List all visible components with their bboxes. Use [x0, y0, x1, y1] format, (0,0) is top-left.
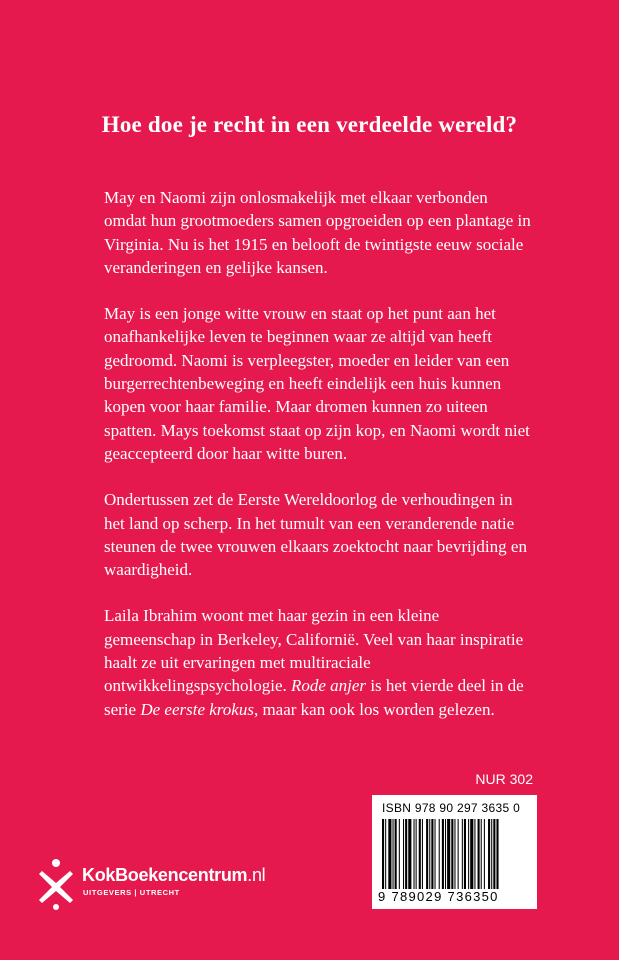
- blurb-paragraph-3: Ondertussen zet de Eerste Wereldoorlog de verhoudingen in het land op scherp. In het tumult van een veranderende natie steunen de twee vrouwen elkaars zoektocht naar bevrijding en waardigheid.: [104, 490, 527, 580]
- isbn-barcode: [372, 795, 537, 909]
- publisher-subtitle: UITGEVERS | UTRECHT: [83, 888, 180, 897]
- publisher-mark-icon: [36, 857, 76, 911]
- nur-code: NUR 302: [475, 771, 533, 787]
- back-cover-tagline: Hoe doe je recht in een verdeelde wereld?: [101, 112, 518, 137]
- publisher-name-text: KokBoekencentrum: [82, 865, 248, 885]
- author-bio: [104, 604, 534, 720]
- barcode-bars: [382, 819, 527, 889]
- book-title: Rode anjer: [290, 676, 367, 696]
- isbn-number: ISBN 978 90 297 3635 0: [382, 801, 521, 815]
- blurb-paragraph-1: May en Naomi zijn onlosmakelijk met elkaar verbonden omdat hun grootmoeders samen opgroeiden op een plantage in Virginia. Nu is het 1915 en belooft de twintigste eeuw sociale veranderingen en gelijke kansen.: [104, 188, 531, 277]
- author-bio-text-mid: is het vierde deel in de serie: [104, 676, 524, 719]
- blurb: [104, 186, 534, 744]
- author-bio-text-end: , maar kan ook los worden gelezen.: [253, 699, 495, 719]
- barcode-digits: 9 789029 736350: [378, 889, 499, 904]
- publisher-tld: .nl: [247, 865, 266, 885]
- publisher-name: [82, 865, 265, 886]
- author-bio-text: Laila Ibrahim woont met haar gezin in een kleine gemeenschap in Berkeley, Californië. Veel van haar inspiratie haalt ze uit ervaringen met multiraciale ontwikkelingspsychologie.: [104, 606, 524, 696]
- blurb-paragraph-2: May is een jonge witte vrouw en staat op het punt aan het onafhankelijke leven te beginnen waar ze altijd van heeft gedroomd. Naomi is verpleegster, moeder en leider van een burgerrechtenbeweging en heeft eindelijk een huis kunnen kopen voor haar familie. Maar dromen kunnen zo uiteen spatten. Mays toekomst staat op zijn kop, en Naomi wordt niet geaccepteerd door haar witte buren.: [104, 304, 530, 463]
- publisher-logo: [36, 857, 336, 911]
- series-title: De eerste krokus: [140, 699, 254, 719]
